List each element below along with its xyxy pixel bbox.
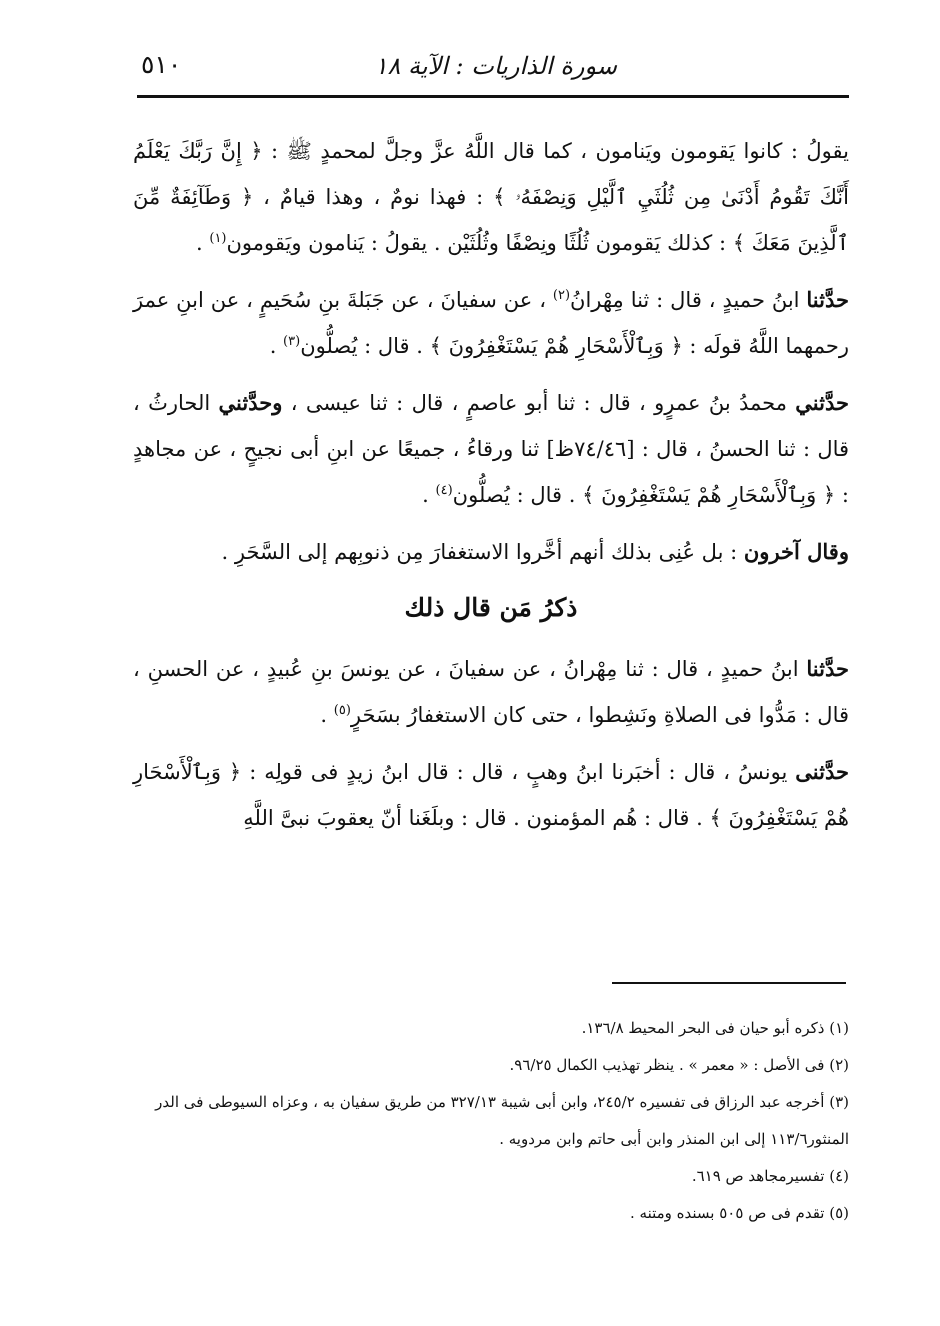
- footnote-ref-3: (٣): [283, 334, 301, 349]
- paragraph-3: [133, 380, 849, 518]
- paragraph-2: [133, 277, 849, 369]
- paragraph-6: [133, 749, 849, 841]
- paragraph-end: .: [196, 231, 210, 255]
- footnote-ref-2: (٢): [552, 288, 571, 303]
- paragraph-lead: حدَّثني: [795, 390, 849, 415]
- page-number: ٥١٠: [141, 50, 182, 79]
- paragraph-text: محمدُ بنُ عمرٍو ، قال : ثنا أبو عاصمٍ ، قال : ثنا عيسى ،: [282, 391, 796, 415]
- paragraph-text: ابنُ حميدٍ ، قال : ثنا مِهْرانُ: [570, 288, 807, 312]
- footnote-3: (٣) أخرجه عبد الرزاق فى تفسيره ٢٤٥/٢، وابن أبى شيبة ٣٢٧/١٣ من طريق سفيان به ، وعزاه السيوطى فى الدر المنثور١١٣/٦ إلى ابن المنذر وابن أبى حاتم وابن مردويه .: [155, 1093, 849, 1148]
- footnote-rule: [612, 982, 846, 984]
- paragraph-5: [133, 646, 849, 738]
- footnote-1: (١) ذكره أبو حيان فى البحر المحيط ١٣٦/٨.: [581, 1019, 849, 1037]
- running-header: [137, 42, 849, 90]
- paragraph-text: يونسُ ، قال : أخبَرنا ابنُ وهبٍ ، قال : قال ابنُ زيدٍ فى قولِه : ﴿ وَبِٱلْأَسْحَارِ هُمْ يَسْتَغْفِرُونَ ﴾ . قال : هُم المؤمنون . قال : وبلَغَنا أنّ يعقوبَ نبىَّ اللَّهِ: [133, 760, 849, 830]
- paragraph-lead: حدَّثنا: [806, 656, 849, 681]
- footnote-ref-1: (١): [209, 231, 227, 246]
- paragraph-lead-2: وحدَّثني: [218, 390, 283, 415]
- paragraph-lead: حدَّثنا: [806, 287, 849, 312]
- footnote-ref-4: (٤): [435, 483, 453, 498]
- footnote-2: (٢) فى الأصل : « معمر » . ينظر تهذيب الكمال ٩٦/٢٥.: [509, 1056, 849, 1074]
- paragraph-text: : بل عُنِى بذلك أنهم أخَّروا الاستغفارَ مِن ذنوبِهم إلى السَّحَرِ .: [221, 540, 744, 564]
- paragraph-text: ابنُ حميدٍ ، قال : ثنا مِهْرانُ ، عن سفيانَ ، عن يونسَ بنِ عُبيدٍ ، عن الحسنِ ، قال : مَدُّوا فى الصلاةِ ونَشِطوا ، حتى كان الاستغفارُ بسَحَرٍ: [133, 657, 849, 727]
- paragraph-text: الحارثُ ، قال : ثنا الحسنُ ، قال : [٧٤/٤٦ظ] ثنا ورقاءُ ، جميعًا عن ابنِ أبى نجيحٍ ، عن مجاهدٍ : ﴿ وَبِٱلْأَسْحَارِ هُمْ يَسْتَغْفِرُونَ ﴾ . قال : يُصلُّون: [133, 391, 850, 507]
- paragraph-lead: وقال آخرون: [743, 539, 849, 564]
- paragraph-end: .: [269, 334, 284, 358]
- footnote-ref-5: (٥): [333, 703, 351, 718]
- paragraph-text: يقولُ : كانوا يَقومون ويَنامون ، كما قال اللَّهُ عزَّ وجلَّ لمحمدٍ ﷺ : ﴿ إِنَّ رَبَّكَ يَعْلَمُ أَنَّكَ تَقُومُ أَدْنَىٰ مِن ثُلُثَيِ ٱلَّيْلِ وَنِصْفَهُۥ ﴾ : فهذا نومٌ ، وهذا قيامٌ ، ﴿ وَطَآئِفَةٌ مِّنَ ٱلَّذِينَ مَعَكَ ﴾ : كذلك يَقومون ثُلُثًا ونِصْفًا وثُلُثَيْن . يقولُ : يَنامون ويَقومون: [133, 139, 849, 255]
- footnote-5: (٥) تقدم فى ص ٥٠٥ بسنده ومتنه .: [629, 1204, 849, 1222]
- paragraph-text: ، عن سفيانَ ، عن جَبَلةَ بنِ سُحَيمٍ ، عن ابنِ عمرَ رحمهما اللَّهُ قولَه : ﴿ وَبِٱلْأَسْحَارِ هُمْ يَسْتَغْفِرُونَ ﴾ . قال : يُصلُّون: [133, 288, 849, 358]
- paragraph-end: .: [320, 703, 334, 727]
- running-title: سورة الذاريات : الآية ١٨: [374, 52, 617, 80]
- paragraph-lead: حدَّثنى: [795, 759, 849, 784]
- paragraph-end: .: [422, 483, 436, 507]
- main-text: [133, 128, 849, 852]
- footnote-4: (٤) تفسيرمجاهد ص ٦١٩.: [691, 1167, 849, 1185]
- header-rule: [137, 95, 849, 98]
- section-heading: ذكرُ مَن قال ذلك: [404, 593, 578, 622]
- paragraph-1: [133, 128, 849, 266]
- footnotes: [133, 1010, 849, 1232]
- paragraph-4: [133, 529, 849, 575]
